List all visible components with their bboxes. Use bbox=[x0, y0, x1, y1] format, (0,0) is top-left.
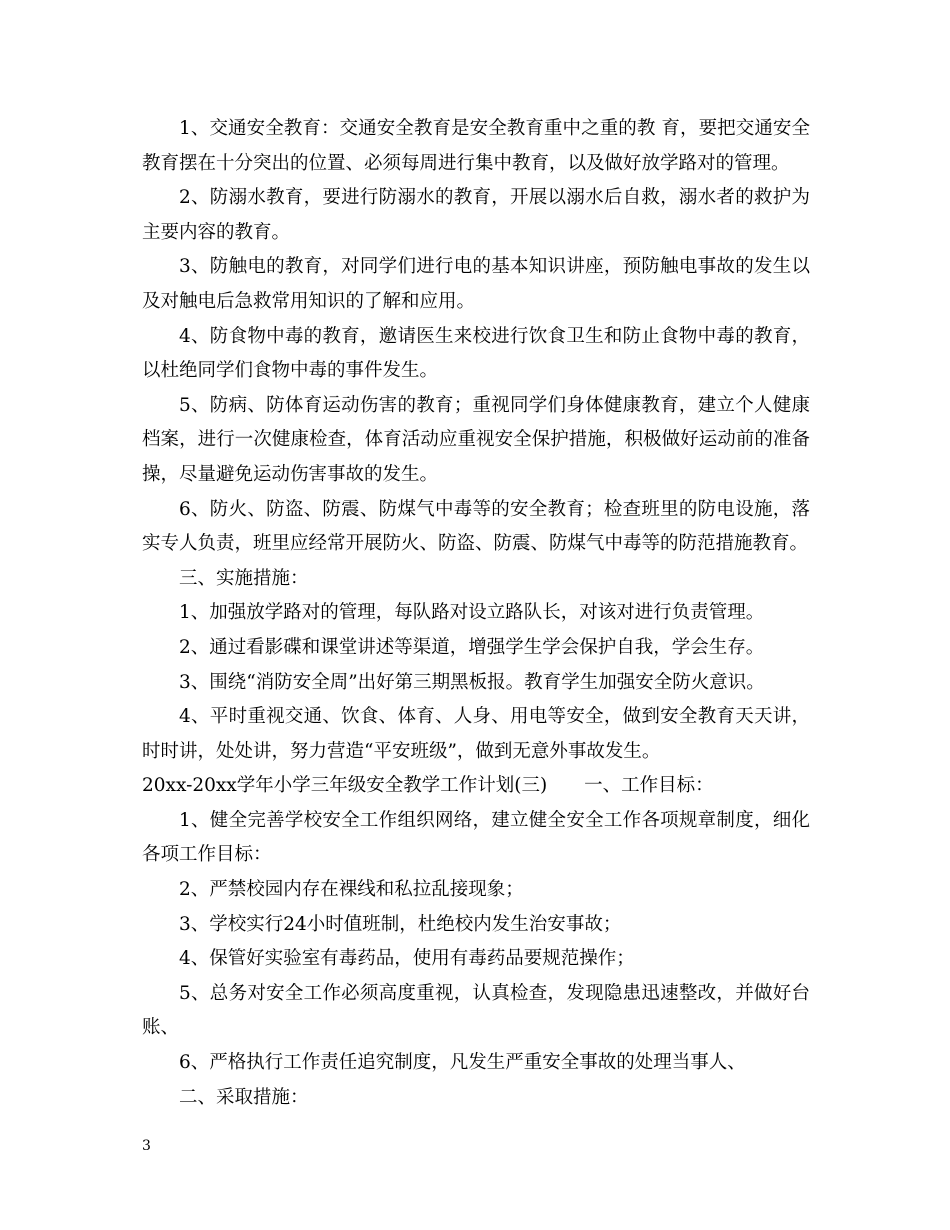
paragraph: 6、防火、防盗、防震、防煤气中毒等的安全教育；检查班里的防电设施，落实专人负责，班里应经常开展防火、防盗、防震、防煤气中毒等的防范措施教育。 bbox=[142, 498, 810, 555]
paragraph: 3、学校实行24小时值班制，杜绝校内发生治安事故； bbox=[179, 913, 622, 935]
paragraph: 6、严格执行工作责任追究制度，凡发生严重安全事故的处理当事人、 bbox=[179, 1052, 746, 1074]
document-title-line: 20xx-20xx学年小学三年级安全教学工作计划(三) 一、工作目标： bbox=[142, 775, 714, 797]
paragraph: 2、通过看影碟和课堂讲述等渠道，增强学生学会保护自我，学会生存。 bbox=[179, 636, 765, 658]
paragraph: 2、防溺水教育，要进行防溺水的教育，开展以溺水后自救，溺水者的救护为主要内容的教育。 bbox=[142, 187, 810, 243]
paragraph: 3、围绕“消防安全周”出好第三期黑板报。教育学生加强安全防火意识。 bbox=[179, 671, 765, 693]
paragraph: 1、健全完善学校安全工作组织网络，建立健全安全工作各项规章制度，细化各项工作目标： bbox=[142, 809, 810, 866]
paragraph: 5、总务对安全工作必须高度重视，认真检查，发现隐患迅速整改，并做好台账、 bbox=[142, 982, 810, 1039]
paragraph: 4、平时重视交通、饮食、体育、人身、用电等安全，做到安全教育天天讲，时时讲，处处讲，努力营造“平安班级”，做到无意外事故发生。 bbox=[142, 706, 810, 762]
paragraph: 2、严禁校园内存在裸线和私拉乱接现象； bbox=[179, 879, 524, 901]
paragraph: 4、保管好实验室有毒药品，使用有毒药品要规范操作； bbox=[179, 948, 635, 970]
paragraph: 3、防触电的教育，对同学们进行电的基本知识讲座，预防触电事故的发生以及对触电后急救常用知识的了解和应用。 bbox=[142, 256, 810, 312]
paragraph: 4、防食物中毒的教育，邀请医生来校进行饮食卫生和防止食物中毒的教育，以杜绝同学们食物中毒的事件发生。 bbox=[142, 325, 810, 382]
page-number: 3 bbox=[142, 1138, 151, 1154]
document-body bbox=[142, 112, 810, 1115]
paragraph: 1、交通安全教育：交通安全教育是安全教育重中之重的教 育，要把交通安全教育摆在十分突出的位置、必须每周进行集中教育，以及做好放学路对的管理。 bbox=[142, 118, 810, 174]
paragraph: 1、加强放学路对的管理，每队路对设立路队长，对该对进行负责管理。 bbox=[179, 602, 765, 624]
section-heading: 三、实施措施： bbox=[179, 567, 309, 589]
paragraph: 5、防病、防体育运动伤害的教育；重视同学们身体健康教育，建立个人健康档案，进行一次健康检查，体育活动应重视安全保护措施，积极做好运动前的准备操，尽量避免运动伤害事故的发生。 bbox=[142, 394, 810, 485]
section-heading: 二、采取措施： bbox=[179, 1086, 309, 1108]
